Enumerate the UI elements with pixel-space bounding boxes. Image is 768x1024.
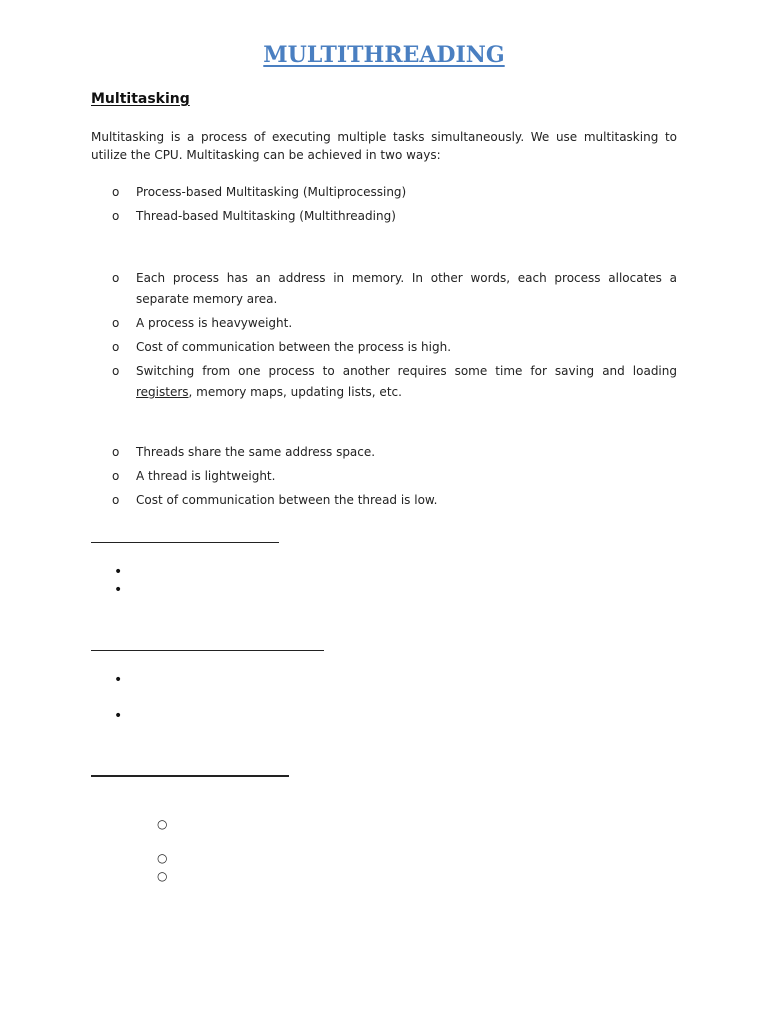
list-item-text: Cost of communication between the process is high. (136, 340, 452, 354)
hollow-bullet-icon: o (112, 364, 120, 378)
hollow-bullet-icon: o (112, 316, 120, 330)
list-item (112, 182, 677, 203)
process-points-list (112, 268, 677, 406)
bullet-dot-icon: • (114, 582, 123, 598)
hollow-circle-icon: ○ (157, 869, 168, 883)
list-item-text: Process-based Multitasking (Multiprocessing) (136, 185, 407, 199)
hollow-bullet-icon: o (112, 209, 120, 223)
hollow-bullet-icon: o (112, 185, 120, 199)
intro-paragraph: Multitasking is a process of executing multiple tasks simultaneously. We use multitasking to utilize the CPU. Multitasking can be achieved in two ways: (91, 130, 677, 162)
list-item (112, 313, 677, 334)
underline-rule (91, 650, 324, 651)
list-item (112, 490, 677, 511)
document-title: MULTITHREADING (263, 42, 505, 68)
underline-rule (91, 775, 289, 777)
list-item-text: A thread is lightweight. (136, 469, 276, 483)
hollow-bullet-icon: o (112, 340, 120, 354)
hollow-bullet-icon: o (112, 271, 120, 285)
list-item (112, 206, 677, 227)
thread-points-list (112, 442, 677, 514)
ways-list (112, 182, 677, 230)
hollow-bullet-icon: o (112, 493, 120, 507)
list-item-text: Threads share the same address space. (136, 445, 376, 459)
hollow-circle-icon: ○ (157, 851, 168, 865)
list-item (112, 268, 677, 310)
list-item (112, 361, 677, 403)
list-item (112, 337, 677, 358)
list-item-text: Switching from one process to another requires some time for saving and loading registers, memory maps, updating lists, etc. (136, 364, 677, 399)
list-item (112, 442, 677, 463)
bullet-dot-icon: • (114, 708, 123, 724)
hollow-bullet-icon: o (112, 469, 120, 483)
list-item-text: Thread-based Multitasking (Multithreading) (136, 209, 396, 223)
bullet-dot-icon: • (114, 672, 123, 688)
hollow-circle-icon: ○ (157, 817, 168, 831)
registers-link[interactable]: registers (136, 385, 189, 399)
hollow-bullet-icon: o (112, 445, 120, 459)
list-item-text: A process is heavyweight. (136, 316, 293, 330)
underline-rule (91, 542, 279, 543)
section-heading-multitasking: Multitasking (91, 91, 190, 107)
list-item-text: Cost of communication between the thread is low. (136, 493, 438, 507)
list-item-text: Each process has an address in memory. In other words, each process allocates a separate memory area. (136, 271, 677, 306)
bullet-dot-icon: • (114, 564, 123, 580)
list-item (112, 466, 677, 487)
